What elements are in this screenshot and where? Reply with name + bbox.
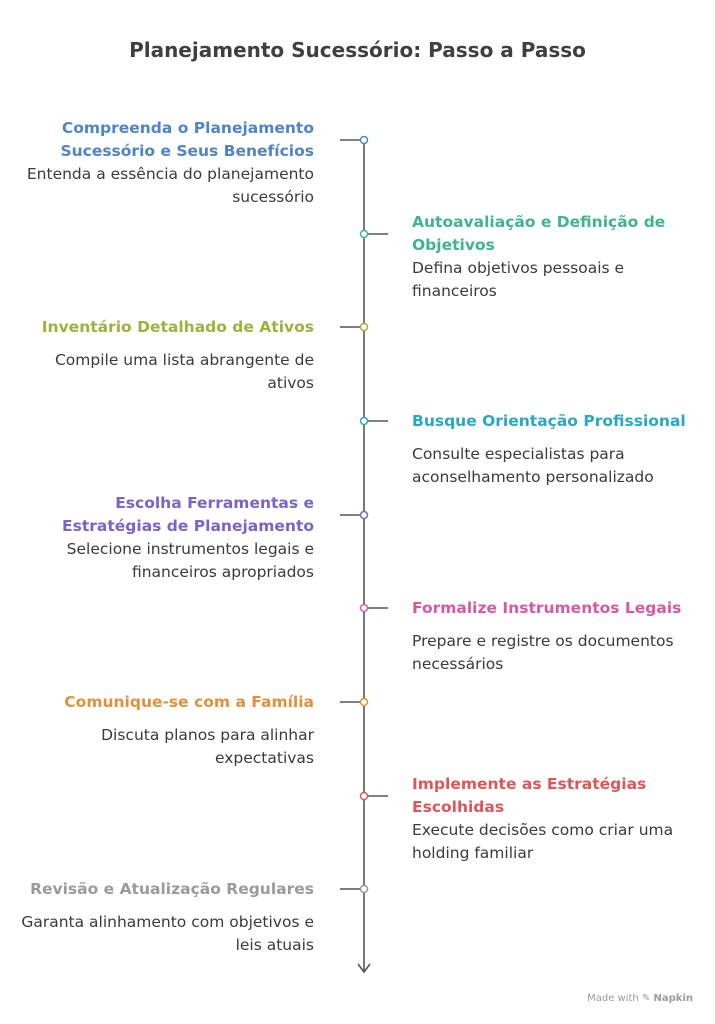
step-5-title: Escolha Ferramentas e Estratégias de Planejamento <box>62 494 314 535</box>
step-5-description: Selecione instrumentos legais e financeiros apropriados <box>66 540 314 581</box>
step-2-title: Autoavaliação e Definição de Objetivos <box>412 213 666 254</box>
page-title: Planejamento Sucessório: Passo a Passo <box>129 38 586 62</box>
footer-credit <box>587 993 693 1004</box>
step-4 <box>412 410 702 489</box>
napkin-logo-icon: ✎ <box>641 993 651 1004</box>
step-1 <box>14 117 314 209</box>
napkin-brand: Napkin <box>653 993 693 1004</box>
step-7 <box>14 691 314 770</box>
step-9-title: Revisão e Atualização Regulares <box>30 880 314 898</box>
step-2 <box>412 211 702 303</box>
step-8-title: Implemente as Estratégias Escolhidas <box>412 775 647 816</box>
node-2 <box>361 231 368 238</box>
step-4-description: Consulte especialistas para aconselhamento personalizado <box>412 445 654 486</box>
step-9-description: Garanta alinhamento com objetivos e leis atuais <box>21 913 314 954</box>
step-4-title: Busque Orientação Profissional <box>412 412 686 430</box>
step-1-title: Compreenda o Planejamento Sucessório e Seus Benefícios <box>60 119 314 160</box>
node-7 <box>361 699 368 706</box>
made-with-label: Made with <box>587 993 639 1004</box>
node-5 <box>361 512 368 519</box>
step-6-title: Formalize Instrumentos Legais <box>412 599 682 617</box>
node-4 <box>361 418 368 425</box>
node-3 <box>361 324 368 331</box>
node-9 <box>361 886 368 893</box>
node-1 <box>361 137 368 144</box>
step-9 <box>14 878 314 957</box>
node-8 <box>361 793 368 800</box>
step-7-title: Comunique-se com a Família <box>64 693 314 711</box>
step-3-title: Inventário Detalhado de Ativos <box>41 318 314 336</box>
step-6-description: Prepare e registre os documentos necessários <box>412 632 674 673</box>
step-3-description: Compile uma lista abrangente de ativos <box>54 351 314 392</box>
step-8 <box>412 773 702 865</box>
step-3 <box>14 316 314 395</box>
step-7-description: Discuta planos para alinhar expectativas <box>101 726 314 767</box>
step-8-description: Execute decisões como criar uma holding familiar <box>412 821 674 862</box>
step-6 <box>412 597 702 676</box>
node-6 <box>361 605 368 612</box>
step-2-description: Defina objetivos pessoais e financeiros <box>412 259 625 300</box>
step-5 <box>14 492 314 584</box>
step-1-description: Entenda a essência do planejamento sucessório <box>26 165 314 206</box>
